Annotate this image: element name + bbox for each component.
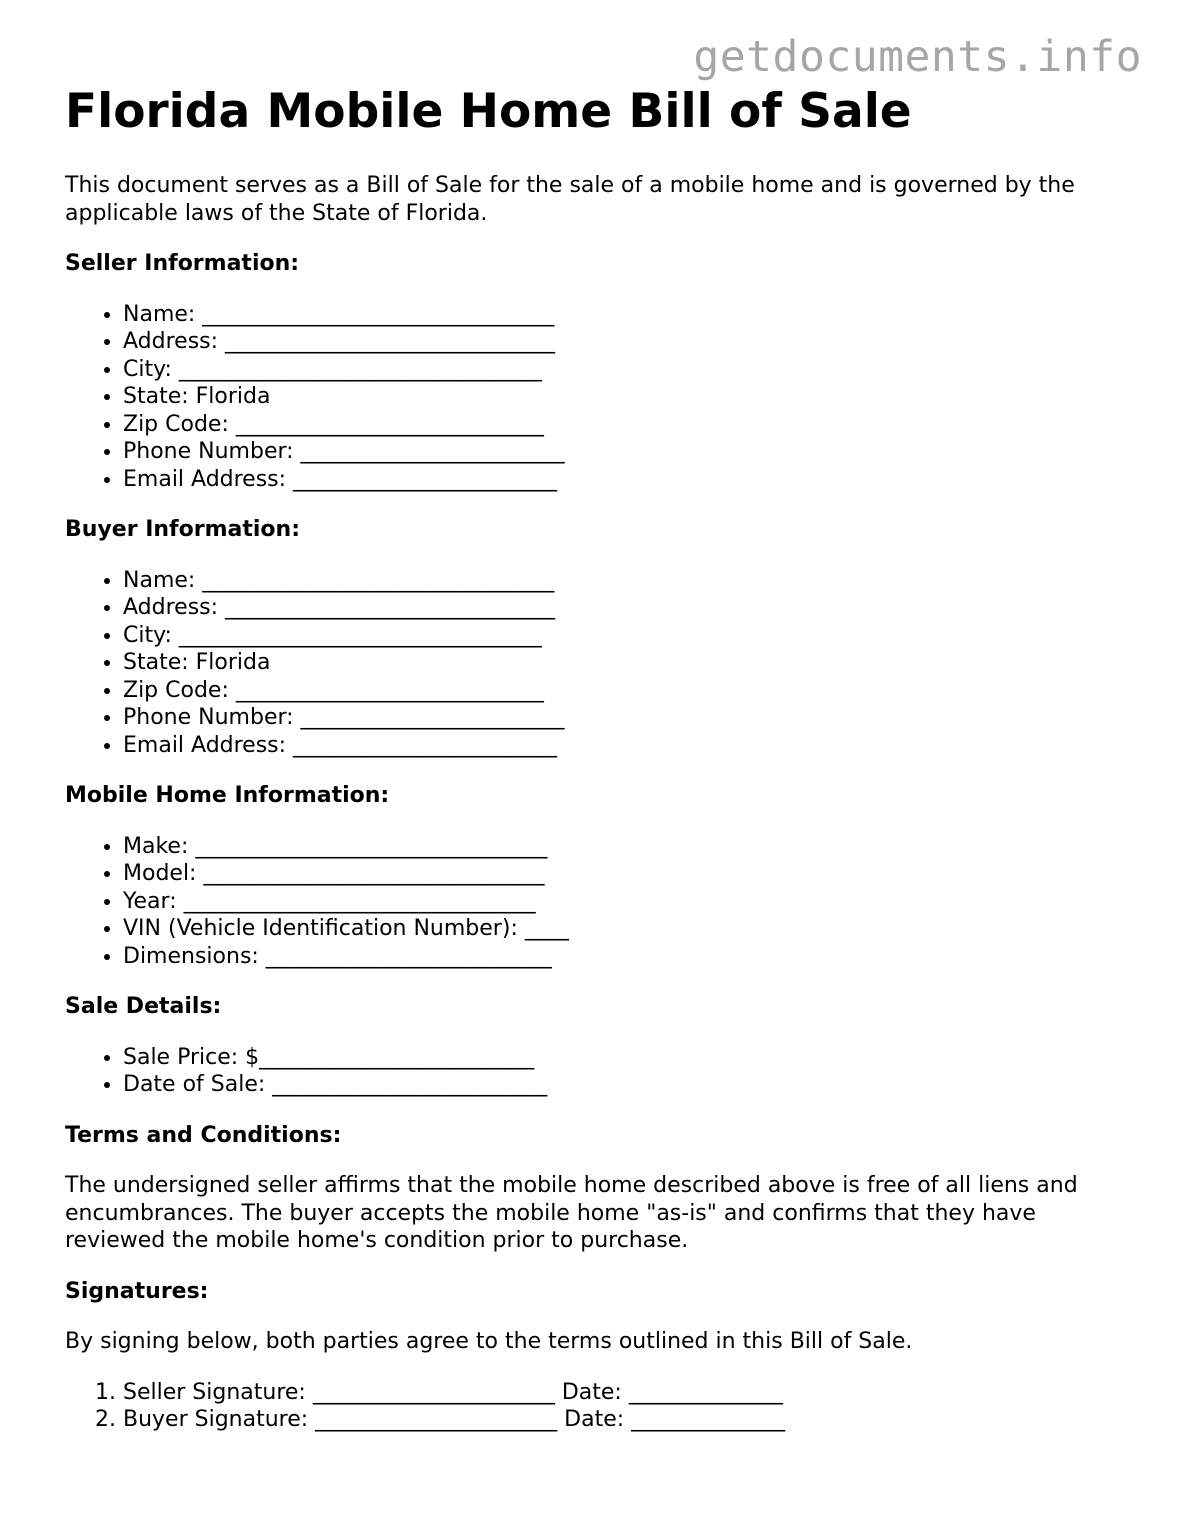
seller-email-field[interactable]: • Email Address: ________________________: [123, 466, 1125, 494]
terms-heading: Terms and Conditions:: [65, 1122, 342, 1148]
sale-details-heading: Sale Details:: [65, 994, 222, 1019]
seller-phone-field[interactable]: • Phone Number: ________________________: [123, 438, 1125, 466]
make-field[interactable]: • Make: ________________________________: [123, 833, 1125, 861]
terms-paragraph: The undersigned seller affirms that the mobile home described above is free of all liens and encumbrances. The buyer accepts the mobile home "as-is" and confirms that they have reviewed the mobile home's condition prior to purchase.: [65, 1173, 1078, 1253]
document-page: [65, 86, 1125, 1434]
mobile-home-heading: Mobile Home Information:: [65, 783, 390, 808]
seller-signature-line[interactable]: 1. Seller Signature: ______________________ Date: ______________: [123, 1379, 1125, 1407]
dimensions-field[interactable]: • Dimensions: __________________________: [123, 943, 1125, 971]
buyer-phone-field[interactable]: • Phone Number: ________________________: [123, 704, 1125, 732]
buyer-signature-line[interactable]: 2. Buyer Signature: ______________________ Date: ______________: [123, 1406, 1125, 1434]
seller-heading: Seller Information:: [65, 251, 300, 276]
seller-list: [65, 301, 1125, 494]
seller-zip-field[interactable]: • Zip Code: ____________________________: [123, 411, 1125, 439]
signatures-list: [65, 1379, 1125, 1434]
buyer-state-field: • State: Florida: [123, 649, 1125, 677]
sale-price-field[interactable]: • Sale Price: $_________________________: [123, 1044, 1125, 1072]
buyer-name-field[interactable]: • Name: ________________________________: [123, 567, 1125, 595]
buyer-email-field[interactable]: • Email Address: ________________________: [123, 732, 1125, 760]
intro-paragraph: This document serves as a Bill of Sale for the sale of a mobile home and is governed by the applicable laws of the State of Florida.: [65, 173, 1075, 226]
buyer-list: [65, 567, 1125, 760]
page-title: Florida Mobile Home Bill of Sale: [65, 84, 912, 139]
year-field[interactable]: • Year: ________________________________: [123, 888, 1125, 916]
signatures-heading: Signatures:: [65, 1278, 209, 1304]
model-field[interactable]: • Model: _______________________________: [123, 860, 1125, 888]
buyer-address-field[interactable]: • Address: ______________________________: [123, 594, 1125, 622]
signatures-intro: By signing below, both parties agree to the terms outlined in this Bill of Sale.: [65, 1329, 913, 1354]
seller-name-field[interactable]: • Name: ________________________________: [123, 301, 1125, 329]
seller-city-field[interactable]: • City: _________________________________: [123, 356, 1125, 384]
seller-state-field: • State: Florida: [123, 383, 1125, 411]
buyer-heading: Buyer Information:: [65, 517, 300, 542]
watermark: getdocuments.info: [693, 32, 1142, 82]
seller-address-field[interactable]: • Address: ______________________________: [123, 328, 1125, 356]
mobile-home-list: [65, 833, 1125, 971]
buyer-city-field[interactable]: • City: _________________________________: [123, 622, 1125, 650]
sale-details-list: [65, 1044, 1125, 1099]
vin-field[interactable]: • VIN (Vehicle Identification Number): ____: [123, 915, 1125, 943]
buyer-zip-field[interactable]: • Zip Code: ____________________________: [123, 677, 1125, 705]
date-of-sale-field[interactable]: • Date of Sale: _________________________: [123, 1071, 1125, 1099]
